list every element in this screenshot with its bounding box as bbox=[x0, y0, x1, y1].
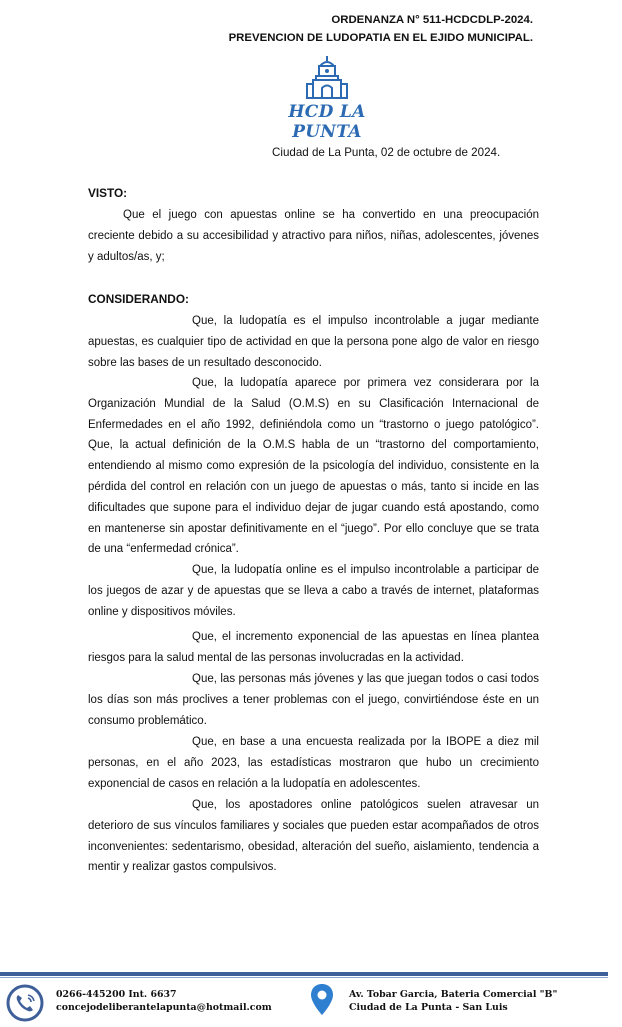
footer-phone: 0266-445200 Int. 6637 bbox=[56, 989, 177, 1000]
considerando-paragraph: Que, las personas más jóvenes y las que juegan todos o casi todos los días son más proclives a tener problemas con el juego, convirtiéndose éste en un consumo problemático. bbox=[88, 673, 539, 727]
ordinance-title: PREVENCION DE LUDOPATIA EN EL EJIDO MUNICIPAL. bbox=[228, 32, 533, 44]
footer-address-line2: Ciudad de La Punta - San Luis bbox=[349, 1002, 508, 1013]
location-pin-icon bbox=[308, 982, 336, 1018]
document-date: Ciudad de La Punta, 02 de octubre de 2024. bbox=[272, 146, 501, 159]
considerando-paragraph: Que, en base a una encuesta realizada por la IBOPE a diez mil personas, en el año 2023, las estadísticas mostraron que hubo un crecimiento exponencial de casos en relación a la ludopatía en adolescentes. bbox=[88, 736, 539, 790]
considerando-paragraph: Que, la ludopatía aparece por primera vez considerara por la Organización Mundial de la Salud (O.M.S) en su Clasificación Internacional de Enfermedades en el año 1992, definiéndola como un “trastorno o juego patológico”. Que, la actual definición de la O.M.S habla de un “trastorno del comportamiento, entendiendo al mismo como expresión de la psicología del individuo, consistente en la pérdida del control en relación con un juego de apuestas o más, tanto si incide en las dificultades que supone para el individuo dejar de jugar cuando está apostando, como en mantenerse sin apostar definitivamente en el “juego”. Por ello concluye que se trata de una “enfermedad crónica”. bbox=[88, 377, 539, 556]
footer-address-line1: Av. Tobar Garcia, Bateria Comercial "B" bbox=[349, 989, 558, 1000]
footer-divider-thin bbox=[0, 977, 608, 978]
footer-divider bbox=[0, 972, 608, 976]
considerando-heading: CONSIDERANDO: bbox=[88, 292, 189, 306]
building-icon bbox=[262, 52, 392, 104]
considerando-paragraph: Que, la ludopatía es el impulso incontrolable a jugar mediante apuestas, es cualquier tipo de actividad en que la persona pone algo de valor en riesgo sobre las bases de un resultado desconocido. bbox=[88, 315, 539, 369]
considerando-paragraph: Que, el incremento exponencial de las apuestas en línea plantea riesgos para la salud mental de las personas involucradas en la actividad. bbox=[88, 631, 539, 664]
ordinance-number: ORDENANZA N° 511-HCDCDLP-2024. bbox=[331, 14, 533, 26]
considerando-paragraph: Que, los apostadores online patológicos suelen atravesar un deterioro de sus vínculos familiares y sociales que pueden estar acompañados de otros inconvenientes: sedentarismo, obesidad, alteración del sueño, aislamiento, tendencia a mentir y realizar gastos compulsivos. bbox=[88, 799, 539, 874]
visto-paragraph: Que el juego con apuestas online se ha convertido en una preocupación creciente debido a su accesibilidad y atractivo para niños, niñas, adolescentes, jóvenes y adultos/as, y; bbox=[88, 209, 539, 263]
footer-email: concejodeliberantelapunta@hotmail.com bbox=[56, 1002, 272, 1013]
visto-heading: VISTO: bbox=[88, 186, 128, 200]
logo-text: HCD LA PUNTA bbox=[288, 102, 366, 142]
phone-icon bbox=[6, 984, 44, 1022]
hcd-logo bbox=[262, 52, 392, 142]
considerando-paragraph: Que, la ludopatía online es el impulso incontrolable a participar de los juegos de azar y de apuestas que se lleva a cabo a través de internet, plataformas online y dispositivos móviles. bbox=[88, 564, 539, 618]
